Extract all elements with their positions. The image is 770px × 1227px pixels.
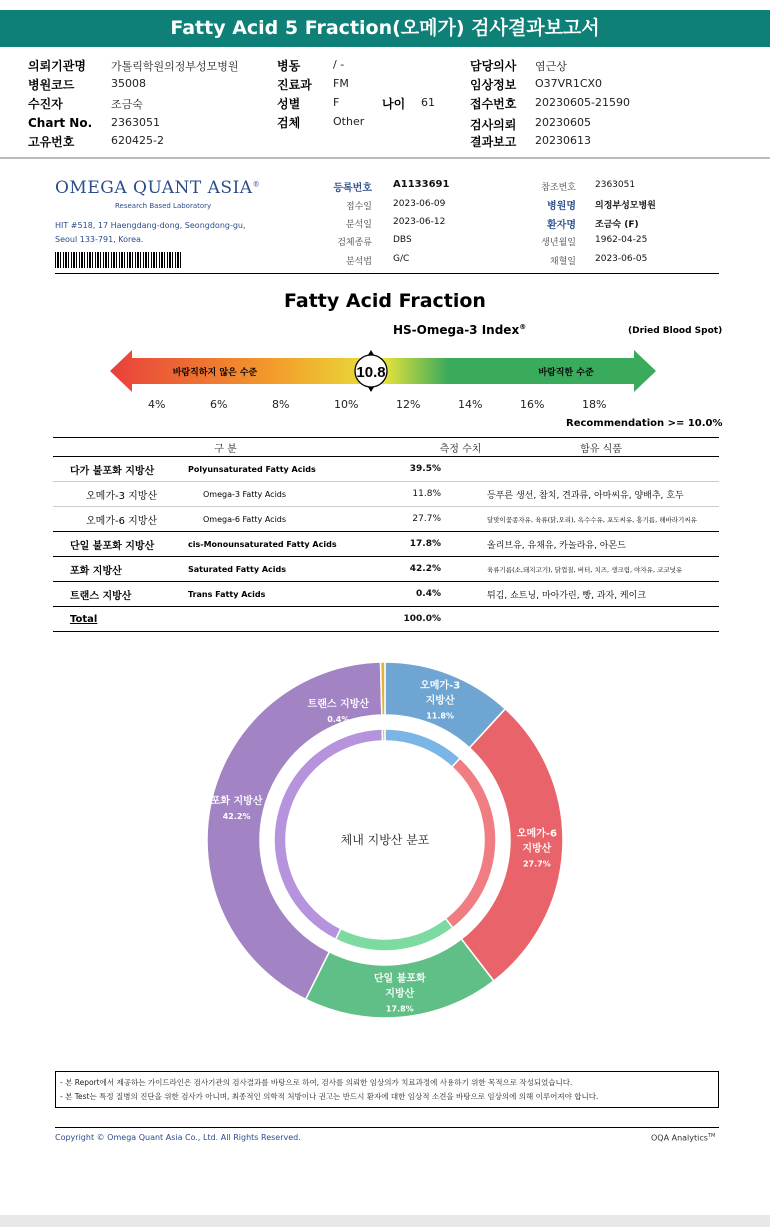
header-label: 검체 xyxy=(277,116,301,130)
header-value: F xyxy=(333,96,340,109)
lab-address: HIT #518, 17 Haengdang-dong, Seongdong-gu, xyxy=(55,221,246,230)
header-category: 구 분 xyxy=(53,438,398,457)
gauge-tick-label: 6% xyxy=(210,398,228,411)
info-label: 생년월일 xyxy=(541,238,576,248)
slice-value-label: 0.4% xyxy=(327,715,350,725)
gauge-tick-label: 8% xyxy=(272,398,290,411)
info-value: 조금숙 (F) xyxy=(595,220,639,230)
header-value: 20230613 xyxy=(535,134,591,147)
info-value: G/C xyxy=(393,254,410,264)
info-value: A1133691 xyxy=(393,179,450,190)
row-kr: 다가 불포화 지방산 xyxy=(53,457,188,482)
table-header-row xyxy=(53,438,719,457)
age-value: 61 xyxy=(421,96,435,109)
header-value: 가톨릭학원의정부성모병원 xyxy=(111,60,239,73)
disclaimer-line: - 본 Test는 특정 질병의 진단을 위한 검사가 아니며, 최종적인 의학적 처방이나 권고는 반드시 환자에 대한 임상적 소견을 바탕으로 임상의에 의해 이루어져야 합니다. xyxy=(60,1092,599,1101)
header-label: 검사의뢰 xyxy=(470,118,517,132)
row-en: Omega-3 Fatty Acids xyxy=(188,482,398,507)
info-label: 채혈일 xyxy=(549,257,576,267)
row-kr: 트랜스 지방산 xyxy=(53,582,188,607)
header-label: 병동 xyxy=(277,59,301,73)
header-label: 임상정보 xyxy=(470,78,517,92)
header-label: 의뢰기관명 xyxy=(28,59,86,73)
row-foods: 달맞이꽃종자유, 육류(닭,오리), 옥수수유, 포도씨유, 홍기름, 해바라기씨유 xyxy=(483,507,719,532)
info-value: 의정부성모병원 xyxy=(595,201,656,211)
info-label: 등록번호 xyxy=(333,183,372,194)
gauge-tick-label: 18% xyxy=(582,398,607,411)
page-bottom-band xyxy=(0,1215,770,1227)
section-title: Fatty Acid Fraction xyxy=(284,290,486,312)
slice-value-label: 17.8% xyxy=(385,1004,414,1014)
row-en: cis-Monounsaturated Fatty Acids xyxy=(188,532,398,557)
header-value: 35008 xyxy=(111,77,146,90)
table-total-row xyxy=(53,607,719,632)
info-label: 분석법 xyxy=(345,257,372,267)
info-value: 2363051 xyxy=(595,180,636,190)
header-divider xyxy=(0,157,770,159)
slice-name-label: 포화 지방산 xyxy=(210,796,263,808)
barcode xyxy=(55,252,182,268)
row-value: 0.4% xyxy=(398,582,483,607)
header-value: 20230605-21590 xyxy=(535,96,630,109)
donut-inner-slice xyxy=(382,729,385,741)
slice-value-label: 11.8% xyxy=(426,711,455,721)
slice-name-label: 지방산 xyxy=(385,988,415,1000)
info-label: 병원명 xyxy=(547,201,576,212)
info-label: 참조번호 xyxy=(541,183,576,193)
header-label: 진료과 xyxy=(277,78,312,92)
info-value: 1962-04-25 xyxy=(595,235,648,245)
info-label: 접수일 xyxy=(345,202,372,212)
table-row xyxy=(53,507,719,532)
row-kr: 포화 지방산 xyxy=(53,557,188,582)
row-kr: 단일 불포화 지방산 xyxy=(53,532,188,557)
header-label: 접수번호 xyxy=(470,97,517,111)
row-value: 11.8% xyxy=(398,482,483,507)
gauge-tick-label: 4% xyxy=(148,398,166,411)
slice-name-label: 지방산 xyxy=(522,843,552,855)
gauge-marker-arrow-bottom xyxy=(368,387,374,392)
row-value: 42.2% xyxy=(398,557,483,582)
section-divider xyxy=(55,273,719,274)
slice-name-label: 트랜스 지방산 xyxy=(307,699,370,711)
header-value: 2363051 xyxy=(111,116,160,129)
lab-subtitle: Research Based Laboratory xyxy=(115,202,212,210)
row-foods: 등푸른 생선, 참치, 견과류, 아마씨유, 양배추, 호두 xyxy=(483,482,719,507)
row-en: Saturated Fatty Acids xyxy=(188,557,398,582)
gauge-low-label: 바람직하지 않은 수준 xyxy=(172,368,258,378)
sample-type: (Dried Blood Spot) xyxy=(628,326,723,336)
row-foods: 육류기름(소,돼지고기), 닭껍질, 버터, 치즈, 생크림, 야자유, 코코넛유 xyxy=(483,557,719,582)
footer-brand: OQA Analytics™ xyxy=(651,1133,716,1143)
donut-inner-slice xyxy=(445,758,496,928)
header-foods: 함유 식품 xyxy=(483,438,719,457)
slice-name-label: 지방산 xyxy=(425,695,455,707)
header-label: 고유번호 xyxy=(28,135,75,149)
fatty-acid-donut-chart xyxy=(180,650,590,1040)
row-en: Trans Fatty Acids xyxy=(188,582,398,607)
header-value: 측정 수치 xyxy=(398,438,483,457)
info-value: 2023-06-12 xyxy=(393,217,446,227)
total-label: Total xyxy=(53,607,398,632)
row-foods: 올리브유, 유채유, 카놀라유, 아몬드 xyxy=(483,532,719,557)
total-value: 100.0% xyxy=(398,607,483,632)
donut-svg xyxy=(180,650,590,1040)
age-label: 나이 xyxy=(382,97,406,111)
row-value: 39.5% xyxy=(398,457,483,482)
row-value: 17.8% xyxy=(398,532,483,557)
gauge-tick-label: 16% xyxy=(520,398,545,411)
gauge-tick-label: 14% xyxy=(458,398,483,411)
gauge-tick-label: 10% xyxy=(334,398,359,411)
row-foods: 튀김, 쇼트닝, 마아가린, 빵, 과자, 케이크 xyxy=(483,582,719,607)
report-title: Fatty Acid 5 Fraction(오메가) 검사결과보고서 xyxy=(0,10,770,47)
donut-slice xyxy=(381,662,385,715)
table-row xyxy=(53,532,719,557)
info-label: 분석일 xyxy=(345,220,372,230)
header-value: / - xyxy=(333,58,345,71)
row-en: Omega-6 Fatty Acids xyxy=(188,507,398,532)
info-value: 2023-06-05 xyxy=(595,254,648,264)
table-row xyxy=(53,582,719,607)
header-value: Other xyxy=(333,115,365,128)
gauge-tick-label: 12% xyxy=(396,398,421,411)
row-en: Polyunsaturated Fatty Acids xyxy=(188,457,398,482)
row-kr: 오메가-3 지방산 xyxy=(53,482,188,507)
header-value: 20230605 xyxy=(535,116,591,129)
donut-inner-slice xyxy=(385,729,460,767)
slice-value-label: 27.7% xyxy=(522,859,551,869)
header-label: 결과보고 xyxy=(470,135,517,149)
row-foods xyxy=(483,457,719,482)
info-label: 검체종류 xyxy=(337,238,372,248)
gauge-high-label: 바람직한 수준 xyxy=(538,368,594,378)
slice-name-label: 오메가-6 xyxy=(516,828,557,840)
header-label: 성별 xyxy=(277,97,301,111)
info-value: DBS xyxy=(393,235,412,245)
header-value: FM xyxy=(333,77,349,90)
disclaimer-box xyxy=(55,1071,719,1108)
header-value: 염근상 xyxy=(535,60,567,73)
slice-value-label: 42.2% xyxy=(222,812,251,822)
header-label: Chart No. xyxy=(28,116,93,130)
fatty-acid-table xyxy=(53,437,719,632)
slice-name-label: 오메가-3 xyxy=(420,680,461,692)
table-row xyxy=(53,557,719,582)
footer-divider xyxy=(55,1127,719,1128)
header-value: 조금숙 xyxy=(111,98,143,111)
recommendation: Recommendation >= 10.0% xyxy=(566,418,723,429)
copyright: Copyright © Omega Quant Asia Co., Ltd. All Rights Reserved. xyxy=(55,1133,301,1142)
index-title: HS-Omega-3 Index® xyxy=(393,323,527,337)
row-value: 27.7% xyxy=(398,507,483,532)
info-value: 2023-06-09 xyxy=(393,199,446,209)
omega3-gauge xyxy=(110,350,656,392)
omega3-index-value: 10.8 xyxy=(356,364,386,381)
header-label: 담당의사 xyxy=(470,59,517,73)
info-label: 환자명 xyxy=(547,220,576,231)
gauge-marker-arrow-top xyxy=(368,350,374,355)
donut-inner-slice xyxy=(335,918,452,951)
table-row xyxy=(53,482,719,507)
donut-slice xyxy=(207,662,382,999)
disclaimer-line: - 본 Report에서 제공하는 가이드라인은 검사기관의 검사결과를 바탕으로 하여, 검사를 의뢰한 임상의가 치료과정에 사용하기 위한 목적으로 작성되었습니다. xyxy=(60,1078,573,1087)
slice-name-label: 단일 불포화 xyxy=(373,973,426,985)
lab-logo: OMEGA QUANT ASIA® xyxy=(55,178,261,198)
lab-address: Seoul 133-791, Korea. xyxy=(55,235,144,244)
header-label: 병원코드 xyxy=(28,78,75,92)
donut-center-title: 체내 지방산 분포 xyxy=(340,833,430,847)
table-row xyxy=(53,457,719,482)
header-label: 수진자 xyxy=(28,97,63,111)
row-kr: 오메가-6 지방산 xyxy=(53,507,188,532)
header-value: O37VR1CX0 xyxy=(535,77,603,90)
header-value: 620425-2 xyxy=(111,134,164,147)
